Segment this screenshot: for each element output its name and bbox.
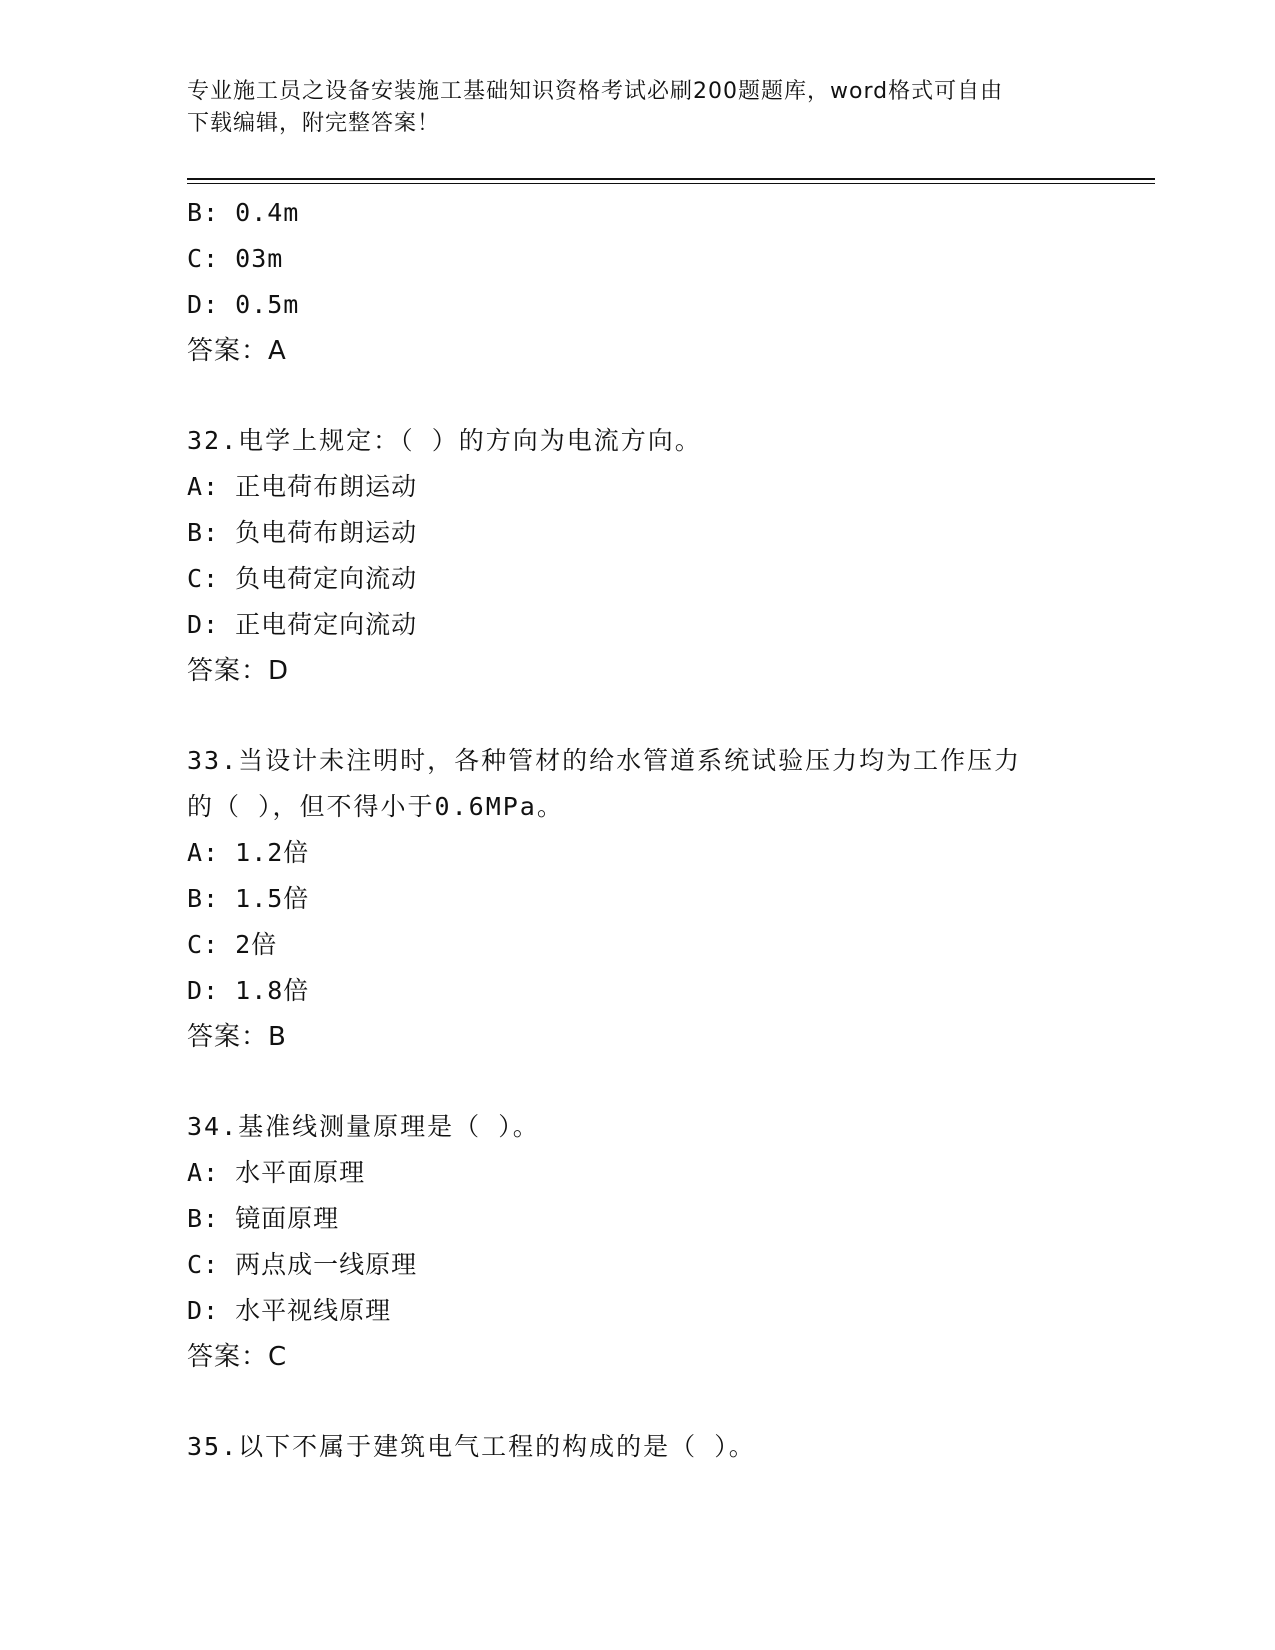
header-line-1: 专业施工员之设备安装施工基础知识资格考试必刷200题题库，word格式可自由 <box>187 79 1004 104</box>
option-d: D: 1.8倍 <box>187 976 310 1005</box>
option-c: C: 两点成一线原理 <box>187 1250 418 1279</box>
document-header <box>187 76 1067 140</box>
question-block-34 <box>187 1104 1087 1380</box>
question-text: 33.当设计未注明时，各种管材的给水管道系统试验压力均为工作压力 <box>187 746 1022 775</box>
question-block-35 <box>187 1424 1087 1470</box>
option-d: D: 正电荷定向流动 <box>187 610 418 639</box>
answer-line: 答案：A <box>187 336 287 366</box>
option-c: C: 负电荷定向流动 <box>187 564 418 593</box>
question-text: 32.电学上规定：（ ）的方向为电流方向。 <box>187 426 702 455</box>
question-block-31 <box>187 190 1087 374</box>
header-line-2: 下载编辑，附完整答案！ <box>187 111 441 136</box>
option-b: B: 负电荷布朗运动 <box>187 518 418 547</box>
document-body <box>187 190 1087 1470</box>
question-text: 34.基准线测量原理是（ ）。 <box>187 1112 540 1141</box>
option-b: B: 镜面原理 <box>187 1204 340 1233</box>
question-text-continued: 的（ ），但不得小于0.6MPa。 <box>187 792 564 821</box>
option-d: D: 0.5m <box>187 290 300 319</box>
option-d: D: 水平视线原理 <box>187 1296 392 1325</box>
answer-line: 答案：B <box>187 1022 287 1052</box>
option-a: A: 正电荷布朗运动 <box>187 472 418 501</box>
option-a: A: 水平面原理 <box>187 1158 366 1187</box>
option-b: B: 0.4m <box>187 198 300 227</box>
header-rule-thin <box>187 183 1155 184</box>
question-text: 35.以下不属于建筑电气工程的构成的是（ ）。 <box>187 1432 756 1461</box>
option-a: A: 1.2倍 <box>187 838 310 867</box>
header-rule-thick <box>187 178 1155 180</box>
question-block-32 <box>187 418 1087 694</box>
answer-line: 答案：D <box>187 656 290 686</box>
answer-line: 答案：C <box>187 1342 288 1372</box>
question-block-33 <box>187 738 1087 1060</box>
option-c: C: 2倍 <box>187 930 278 959</box>
option-c: C: 03m <box>187 244 284 273</box>
option-b: B: 1.5倍 <box>187 884 310 913</box>
